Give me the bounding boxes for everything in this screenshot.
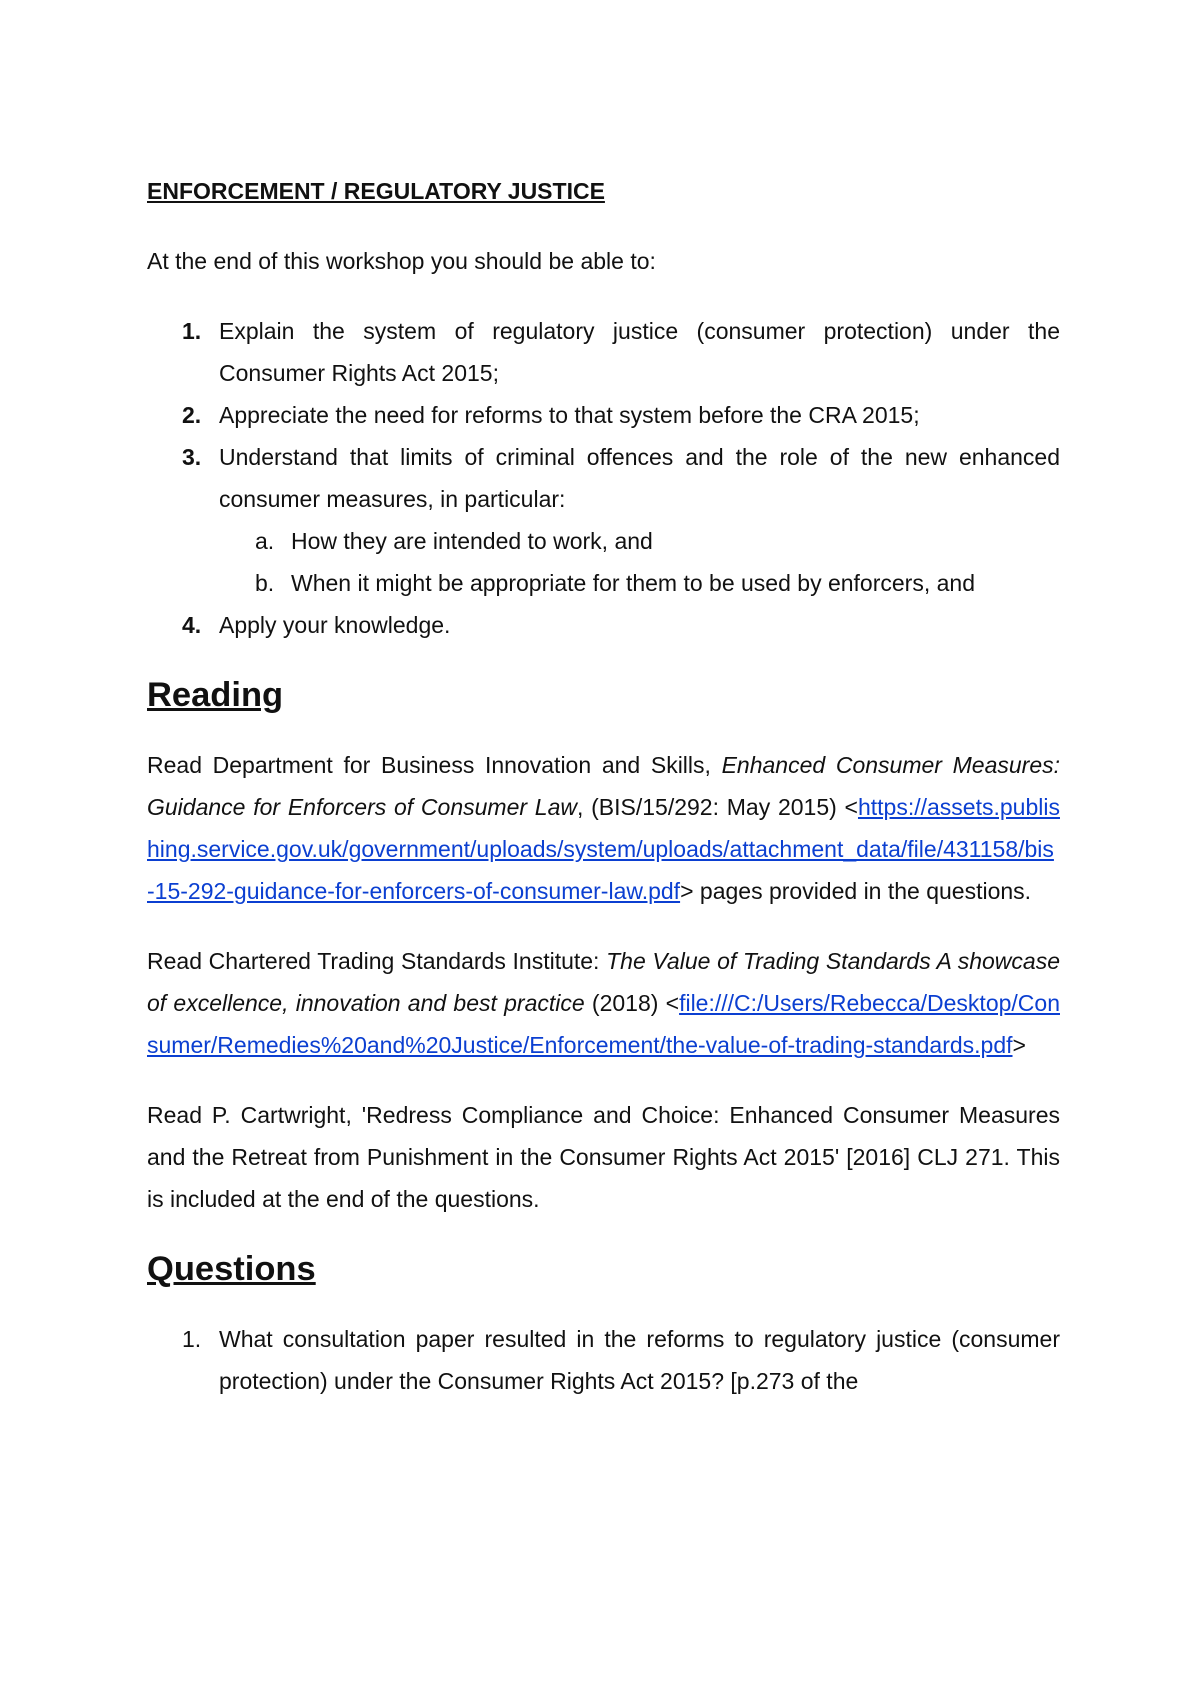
sub-objective-text: How they are intended to work, and: [291, 528, 653, 554]
sub-objective-item: [219, 562, 1060, 604]
objective-item: [147, 394, 1060, 436]
objective-item: [147, 310, 1060, 394]
document-page: [147, 170, 1060, 1402]
sub-objective-letter: b.: [255, 570, 275, 596]
reading-heading: Reading: [147, 676, 284, 714]
objective-text: Explain the system of regulatory justice (consumer protection) under the Consumer Rights Act 2015;: [219, 318, 1060, 386]
objectives-list: [147, 310, 1060, 646]
reading-link-ctsi[interactable]: file:///C:/Users/Rebecca/Desktop/Consumer/Remedies%20and%20Justice/Enforcement/the-value-of-trading-standards.pdf: [147, 990, 1060, 1058]
reading-title: Enhanced Consumer Measures: Guidance for Enforcers of Consumer Law: [147, 752, 1060, 820]
reading-suffix: >: [1012, 1032, 1026, 1058]
document-title: ENFORCEMENT / REGULATORY JUSTICE: [147, 178, 605, 204]
questions-list: [147, 1318, 1060, 1402]
reading-item-ctsi: [147, 940, 1060, 1066]
objective-number: 2.: [182, 402, 202, 428]
objective-item: [147, 436, 1060, 604]
objective-text: Understand that limits of criminal offences and the role of the new enhanced consumer measures, in particular:: [219, 444, 1060, 512]
reading-prefix: Read Department for Business Innovation and Skills,: [147, 752, 722, 778]
questions-heading: Questions: [147, 1250, 316, 1288]
objective-number: 3.: [182, 444, 202, 470]
reading-title: The Value of Trading Standards A showcase of excellence, innovation and best practice: [147, 948, 1060, 1016]
intro-text: At the end of this workshop you should be able to:: [147, 248, 656, 274]
sub-objectives-list: [219, 520, 1060, 604]
reading-middle: , (BIS/15/292: May 2015) <: [576, 794, 858, 820]
objective-text: Appreciate the need for reforms to that system before the CRA 2015;: [219, 402, 920, 428]
reading-suffix: > pages provided in the questions.: [680, 878, 1032, 904]
question-text: What consultation paper resulted in the reforms to regulatory justice (consumer protection) under the Consumer Rights Act 2015? [p.273 of the: [219, 1326, 1060, 1394]
reading-item-cartwright: Read P. Cartwright, 'Redress Compliance and Choice: Enhanced Consumer Measures and the Retreat from Punishment in the Consumer Rights Act 2015' [2016] CLJ 271. This is included at the end of the questions.: [147, 1102, 1060, 1212]
reading-item-bis: [147, 744, 1060, 912]
reading-middle: (2018) <: [584, 990, 680, 1016]
objective-number: 4.: [182, 612, 202, 638]
reading-link-bis[interactable]: https://assets.publishing.service.gov.uk/government/uploads/system/uploads/attachment_data/file/431158/bis-15-292-guidance-for-enforcers-of-consumer-law.pdf: [147, 794, 1060, 904]
question-item: [147, 1318, 1060, 1402]
objective-text: Apply your knowledge.: [219, 612, 451, 638]
reading-prefix: Read Chartered Trading Standards Institute:: [147, 948, 607, 974]
sub-objective-text: When it might be appropriate for them to be used by enforcers, and: [291, 570, 975, 596]
sub-objective-letter: a.: [255, 528, 275, 554]
sub-objective-item: [219, 520, 1060, 562]
objective-number: 1.: [182, 318, 202, 344]
question-number: 1.: [182, 1326, 202, 1352]
objective-item: [147, 604, 1060, 646]
